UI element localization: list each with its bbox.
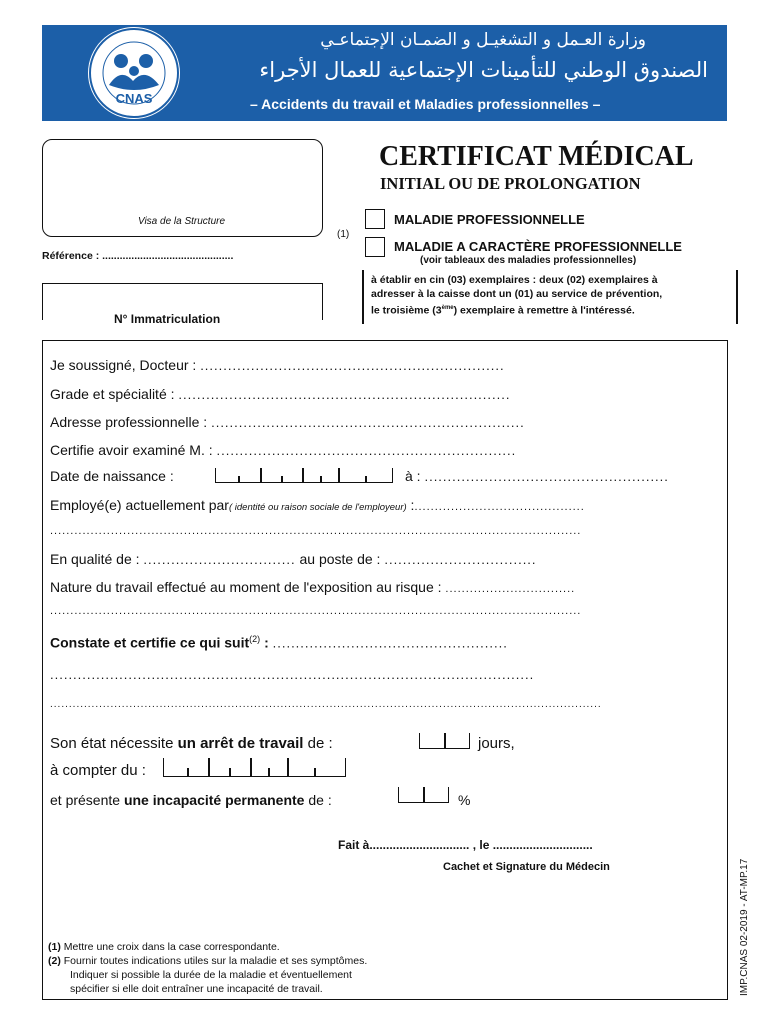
footnote-1: (1) Mettre une croix dans la case correspondante. <box>48 941 280 953</box>
instructions-line3: le troisième (3ème) exemplaire à remettre à l'intéressé. <box>371 304 635 317</box>
sick-leave-field: Son état nécessite un arrêt de travail de : <box>50 735 333 752</box>
birth-label: Date de naissance : <box>50 468 174 484</box>
from-date-tick <box>187 768 189 776</box>
percent-sign: % <box>458 792 471 808</box>
certify-dotline-2[interactable]: .................................................................................................................................................. <box>50 699 602 710</box>
ipp-separator <box>423 787 425 802</box>
footnote-2-line2: Indiquer si possible la durée de la maladie et éventuellement <box>70 969 352 981</box>
birth-date-separator <box>302 468 304 482</box>
employer-label: Employé(e) actuellement par <box>50 497 229 513</box>
footnote-2: (2) Fournir toutes indications utiles sur la maladie et ses symptômes. <box>48 955 368 967</box>
nature-field[interactable]: Nature du travail effectué au moment de l'exposition au risque : ................................ <box>50 579 576 595</box>
birth-place-field[interactable] <box>405 468 669 484</box>
page-subtitle: INITIAL OU DE PROLONGATION <box>380 174 641 193</box>
from-date-tick <box>314 768 316 776</box>
doctor-label: Je soussigné, Docteur : <box>50 357 197 373</box>
ipp-label: une incapacité permanente <box>123 792 305 808</box>
reference-field[interactable]: Référence : ............................................. <box>42 250 234 262</box>
from-date-separator <box>208 758 210 776</box>
address-label: Adresse professionnelle : <box>50 414 208 430</box>
page-title: CERTIFICAT MÉDICAL <box>379 141 694 172</box>
done-at-field[interactable]: Fait à.............................. , le .............................. <box>338 838 593 852</box>
instructions-line1: à établir en cin (03) exemplaires : deux (02) exemplaires à <box>371 274 658 286</box>
quality-field[interactable]: En qualité de : ................................. au poste de : ................................. <box>50 551 537 567</box>
cnas-logo <box>88 27 180 119</box>
header-subtitle: – Accidents du travail et Maladies professionnelles – <box>250 96 601 112</box>
employer-dotline[interactable]: ................................................................................................................................... <box>50 525 582 537</box>
from-date-separator <box>250 758 252 776</box>
post-label: au poste de : <box>299 551 381 567</box>
certify-field[interactable]: Constate et certifie ce qui suit$^{(2)}$ : ................................................... <box>50 634 508 651</box>
nature-label: Nature du travail effectué au moment de l'exposition au risque : <box>50 579 442 595</box>
grade-dots: ........................................................................ <box>178 387 511 402</box>
birth-date-tick <box>365 476 367 482</box>
examined-label: Certifie avoir examiné M. : <box>50 442 213 458</box>
option2-subtext: (voir tableaux des maladies professionnelles) <box>420 255 637 266</box>
visa-label: Visa de la Structure <box>137 216 226 227</box>
birth-date-tick <box>238 476 240 482</box>
nature-dotline[interactable]: ................................................................................................................................... <box>50 605 582 617</box>
form-code: IMP.CNAS 02-2019 - AT-MP.17 <box>739 858 750 996</box>
certify-label: Constate et certifie ce qui suit <box>50 634 250 651</box>
days-separator <box>444 733 446 748</box>
certify-dotline-1[interactable]: ......................................................................................................... <box>50 667 535 682</box>
option-maladie-caractere-professionnel: MALADIE A CARACTÈRE PROFESSIONNELLE <box>394 239 682 254</box>
address-field[interactable] <box>50 414 525 430</box>
address-dots: .................................................................... <box>211 415 525 430</box>
birth-date-tick <box>320 476 322 482</box>
birth-date-tick <box>281 476 283 482</box>
ministry-name-arabic: وزارة العـمل و التشغيـل و الضمـان الإجتماعـي <box>320 30 646 50</box>
ipp-field: et présente une incapacité permanente de : <box>50 792 332 808</box>
from-date-boxes[interactable] <box>163 758 346 777</box>
checkbox-maladie-caractere-professionnel[interactable] <box>365 237 385 257</box>
birth-date-separator <box>260 468 262 482</box>
doctor-field[interactable] <box>50 357 505 373</box>
days-label: jours, <box>478 735 515 752</box>
from-date-tick <box>268 768 270 776</box>
examined-field[interactable] <box>50 442 516 458</box>
checkbox-maladie-professionnelle[interactable] <box>365 209 385 229</box>
from-date-label: à compter du : <box>50 762 146 779</box>
from-date-tick <box>229 768 231 776</box>
grade-field[interactable] <box>50 386 510 402</box>
fund-name-arabic: الصندوق الوطني للتأمينات الإجتماعية للعمال الأجراء <box>259 58 708 82</box>
immatriculation-label: N° Immatriculation <box>110 312 224 326</box>
examined-dots: ................................................................. <box>216 443 517 458</box>
instructions-line2: adresser à la caisse dont un (01) au service de prévention, <box>371 288 663 300</box>
birth-place-label: à : <box>405 468 421 484</box>
quality-label: En qualité de : <box>50 551 140 567</box>
option-maladie-professionnelle: MALADIE PROFESSIONNELLE <box>394 212 585 227</box>
logo-text: CNAS <box>115 91 153 106</box>
birth-date-separator <box>338 468 340 482</box>
footnote-2-line3: spécifier si elle doit entraîner une incapacité de travail. <box>70 983 323 995</box>
birth-place-dots: ..................................................... <box>424 469 669 484</box>
grade-label: Grade et spécialité : <box>50 386 175 402</box>
from-date-separator <box>287 758 289 776</box>
employer-note: ( identité ou raison sociale de l'employeur) <box>228 502 407 513</box>
option-note-ref: (1) <box>337 229 350 240</box>
sick-leave-label: un arrêt de travail <box>177 735 304 752</box>
doctor-dots: .................................................................. <box>200 358 505 373</box>
employer-field[interactable]: Employé(e) actuellement par( identité ou raison sociale de l'employeur) :.......................................... <box>50 497 585 513</box>
instructions-box <box>362 270 738 324</box>
signature-label: Cachet et Signature du Médecin <box>443 861 610 873</box>
